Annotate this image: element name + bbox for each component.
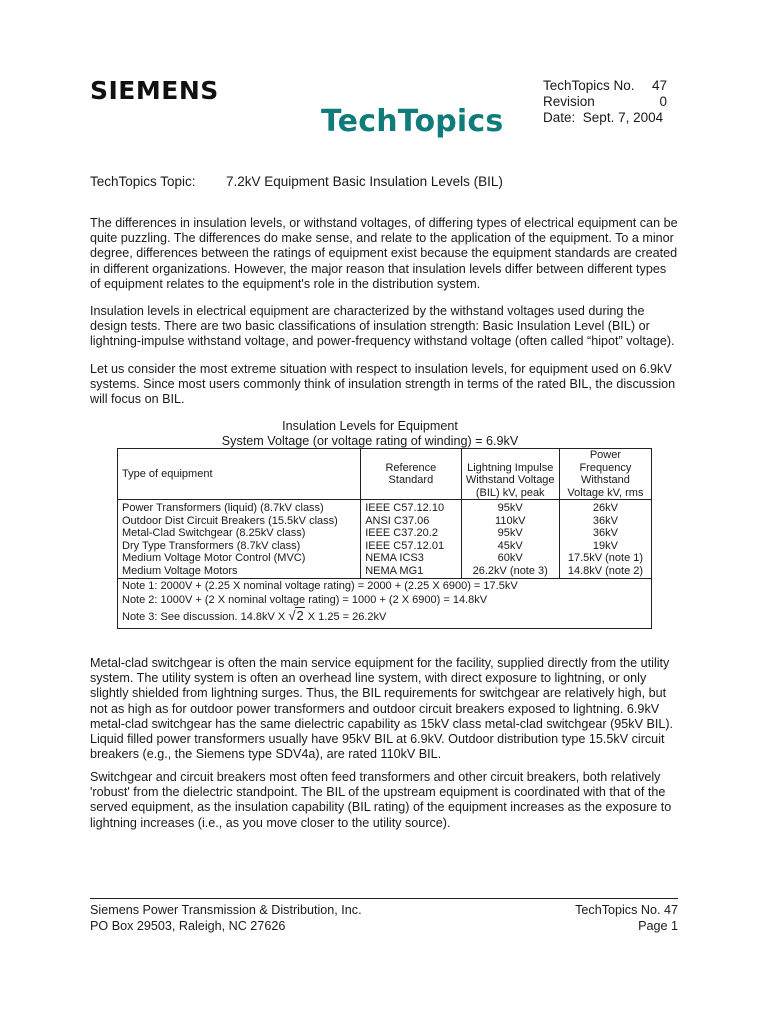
topic-line <box>90 174 503 189</box>
footer-page-number: Page 1 <box>638 919 678 933</box>
note-row <box>118 579 652 594</box>
topic-label: TechTopics Topic: <box>90 174 196 189</box>
cell-bil: 45kV <box>461 540 559 553</box>
table-header-row <box>118 449 652 500</box>
cell-type: Dry Type Transformers (8.7kV class) <box>118 540 361 553</box>
meta-date-label: Date: <box>543 110 576 125</box>
topic-title: 7.2kV Equipment Basic Insulation Levels (BIL) <box>226 174 503 189</box>
cell-bil: 26.2kV (note 3) <box>461 565 559 579</box>
meta-number-label: TechTopics No. <box>543 78 635 93</box>
meta-date-value: Sept. 7, 2004 <box>582 110 664 125</box>
note-row <box>118 607 652 629</box>
siemens-logo: SIEMENS <box>90 76 219 105</box>
footer-company-block <box>90 902 362 934</box>
paragraph-2: Insulation levels in electrical equipment are characterized by the withstand voltages used during the design tests. There are two basic classifications of insulation strength: Basic Insulation Level (BIL) or lightning-impulse withstand voltage, and power-frequency withstand voltage (often called “hipot” voltage). <box>90 304 675 349</box>
table-row <box>118 540 652 553</box>
footer-page-block <box>560 902 678 934</box>
meta-number-row <box>543 78 667 94</box>
header-standard: Reference Standard <box>361 449 461 500</box>
table-row <box>118 527 652 540</box>
techtopics-brand: TechTopics <box>321 104 504 139</box>
paragraph-4: Metal-clad switchgear is often the main service equipment for the facility, supplied directly from the utility system. The utility system is often an overhead line system, with direct exposure to lightning, or only slightly shielded from lightning surges. Thus, the BIL requirements for switchgear are relatively high, but not as high as for outdoor power transformers and outdoor circuit breakers exposed to lightning. 6.9kV metal-clad switchgear has the same dielectric capability as 15kV class metal-clad switchgear (95kV BIL). Liquid filled power transformers usually have 95kV BIL at 6.9kV. Outdoor distribution type 15.5kV circuit breakers (e.g., the Siemens type SDV4a), are rated 110kV BIL. <box>90 656 674 762</box>
cell-standard: NEMA MG1 <box>361 565 461 579</box>
table-row <box>118 515 652 528</box>
cell-type: Power Transformers (liquid) (8.7kV class) <box>118 500 361 515</box>
cell-standard: IEEE C57.12.10 <box>361 500 461 515</box>
cell-power-frequency: 36kV <box>559 515 651 528</box>
note-3-result: X 1.25 = 26.2kV <box>307 611 387 623</box>
cell-bil: 95kV <box>461 500 559 515</box>
cell-bil: 60kV <box>461 552 559 565</box>
cell-bil: 110kV <box>461 515 559 528</box>
square-root-symbol: √2 <box>288 608 304 623</box>
header-bil: Lightning Impulse Withstand Voltage (BIL) kV, peak <box>461 449 559 500</box>
cell-power-frequency: 36kV <box>559 527 651 540</box>
meta-number-value: 47 <box>651 78 667 93</box>
table-row <box>118 500 652 515</box>
note-3-text: Note 3: See discussion. 14.8kV X <box>122 611 286 623</box>
cell-type: Medium Voltage Motors <box>118 565 361 579</box>
footer-doc-number: TechTopics No. 47 <box>575 903 678 917</box>
cell-standard: NEMA ICS3 <box>361 552 461 565</box>
table-row <box>118 552 652 565</box>
cell-type: Medium Voltage Motor Control (MVC) <box>118 552 361 565</box>
table-caption-title: Insulation Levels for Equipment <box>282 419 458 433</box>
cell-type: Metal-Clad Switchgear (8.25kV class) <box>118 527 361 540</box>
square-root-radicand: 2 <box>296 608 304 623</box>
paragraph-3: Let us consider the most extreme situation with respect to insulation levels, for equipment used on 6.9kV systems. Since most users commonly think of insulation strength in terms of the rated BIL, the discussion will focus on BIL. <box>90 362 676 407</box>
cell-power-frequency: 26kV <box>559 500 651 515</box>
cell-power-frequency: 14.8kV (note 2) <box>559 565 651 579</box>
header-power-frequency: Power Frequency Withstand Voltage kV, rms <box>559 449 651 500</box>
document-meta <box>543 78 667 126</box>
meta-revision-value: 0 <box>659 94 667 109</box>
table-row <box>118 565 652 579</box>
note-1: Note 1: 2000V + (2.25 X nominal voltage rating) = 2000 + (2.25 X 6900) = 17.5kV <box>118 579 652 594</box>
insulation-table <box>117 448 652 629</box>
header-type: Type of equipment <box>118 449 361 500</box>
cell-bil: 95kV <box>461 527 559 540</box>
cell-standard: IEEE C37.20.2 <box>361 527 461 540</box>
cell-type: Outdoor Dist Circuit Breakers (15.5kV class) <box>118 515 361 528</box>
note-3 <box>118 607 652 629</box>
footer-address: PO Box 29503, Raleigh, NC 27626 <box>90 919 286 933</box>
cell-standard: ANSI C37.06 <box>361 515 461 528</box>
note-2: Note 2: 1000V + (2 X nominal voltage rating) = 1000 + (2 X 6900) = 14.8kV <box>118 593 652 607</box>
note-row <box>118 593 652 607</box>
cell-power-frequency: 19kV <box>559 540 651 553</box>
table-caption <box>90 419 650 449</box>
meta-revision-row <box>543 94 667 110</box>
paragraph-1: The differences in insulation levels, or withstand voltages, of differing types of electrical equipment can be quite puzzling. The differences do make sense, and relate to the application of the equipment. To a minor degree, differences between the ratings of equipment exist because the equipment standards are created in different organizations. However, the major reason that insulation levels differ between different types of equipment relates to the equipment's role in the distribution system. <box>90 216 678 291</box>
footer-divider <box>90 898 678 899</box>
meta-revision-label: Revision <box>543 94 595 109</box>
cell-standard: IEEE C57.12.01 <box>361 540 461 553</box>
paragraph-5: Switchgear and circuit breakers most often feed transformers and other circuit breakers, both relatively 'robust' from the dielectric standpoint. The BIL of the upstream equipment is coordinated with that of the served equipment, as the insulation capability (BIL rating) of the equipment increases as the exposure to lightning increases (i.e., as you move closer to the utility source). <box>90 770 672 830</box>
table-caption-subtitle: System Voltage (or voltage rating of winding) = 6.9kV <box>221 434 519 448</box>
footer-company: Siemens Power Transmission & Distribution, Inc. <box>90 903 362 917</box>
meta-date-row <box>543 110 667 126</box>
cell-power-frequency: 17.5kV (note 1) <box>559 552 651 565</box>
